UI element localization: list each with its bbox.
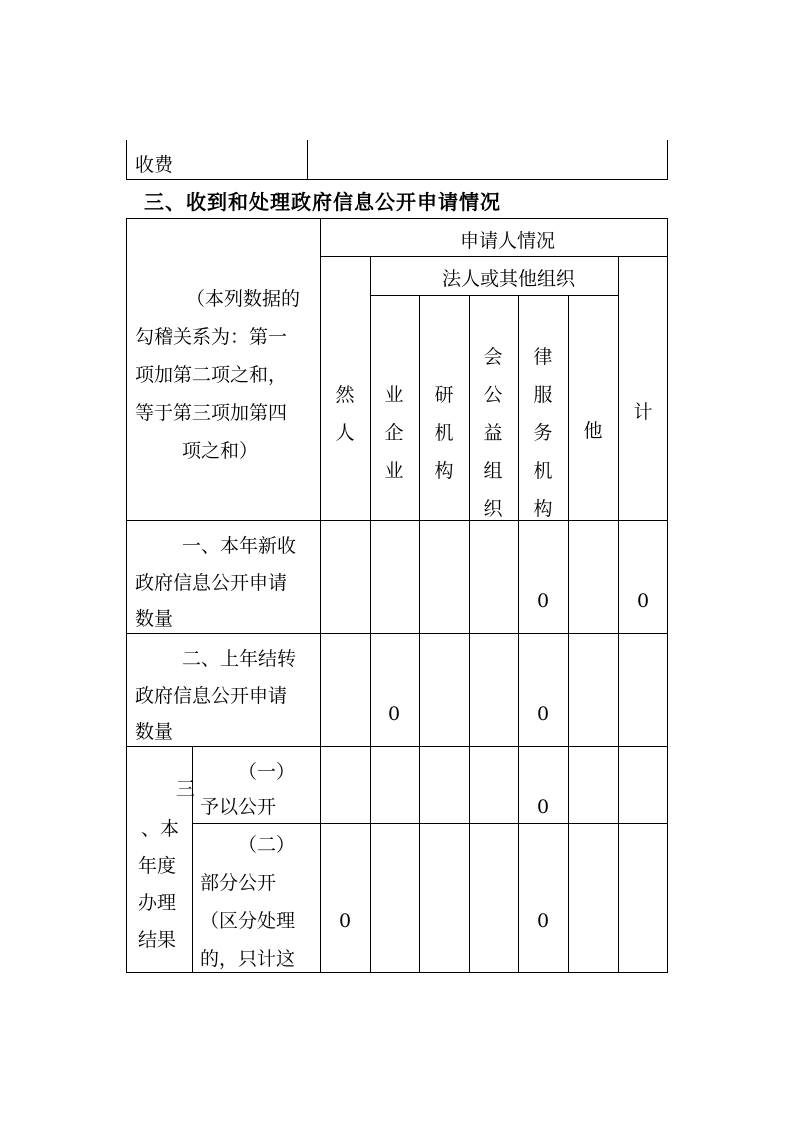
row-label: 政府信息公开申请 (135, 685, 288, 707)
row-label: （区分处理 (200, 910, 296, 932)
col-header-business: 业 企 业 (384, 384, 404, 482)
note-line: 勾稽关系为：第一 (135, 326, 288, 348)
col-header-legal-service: 律 服 务 机 构 (533, 346, 553, 520)
row-label: 数量 (135, 721, 174, 743)
cell-value: 0 (536, 590, 550, 612)
applicant-group-header: 申请人情况 (460, 230, 556, 252)
col-line (618, 256, 619, 973)
row-line (126, 520, 668, 521)
col-header-total: 计 (633, 401, 653, 423)
table-border-right (667, 218, 668, 973)
section-title: 三、收到和处理政府信息公开申请情况 (144, 190, 501, 214)
col-line (419, 295, 420, 973)
legal-group-header: 法人或其他组织 (442, 268, 576, 290)
group-label: 三 (176, 778, 196, 800)
row-label: 的，只计这 (200, 948, 296, 970)
cell-value: 0 (536, 910, 550, 932)
row-label: 部分公开 (200, 872, 277, 894)
row-label: 数量 (135, 608, 174, 630)
cell-value: 0 (636, 590, 650, 612)
row-label: （二） (238, 834, 296, 856)
col-line (370, 256, 371, 973)
note-line: 项加第二项之和， (135, 364, 288, 386)
row-label: 政府信息公开申请 (135, 572, 288, 594)
col-header-other: 他 (583, 420, 603, 442)
table-border-left (126, 218, 127, 973)
col-line (469, 295, 470, 973)
group-label: 、本 (141, 818, 180, 840)
note-line: 项之和） (182, 440, 259, 462)
col-header-social: 会 公 益 组 织 (483, 346, 503, 520)
col-header-natural: 然 人 (335, 384, 355, 444)
row-label: 一、本年新收 (182, 535, 297, 557)
cell-value: 0 (338, 910, 352, 932)
cell-value: 0 (536, 703, 550, 725)
note-line: （本列数据的 (186, 288, 301, 310)
fee-label: 收费 (135, 154, 174, 176)
col-line (518, 295, 519, 973)
cell-value: 0 (536, 796, 550, 818)
row-label: 二、上年结转 (182, 648, 297, 670)
row-line (126, 746, 668, 747)
cell-value: 0 (387, 703, 401, 725)
group-label: 结果 (138, 929, 177, 951)
row-line (126, 633, 668, 634)
col-line (568, 295, 569, 973)
note-line: 等于第三项加第四 (135, 402, 288, 424)
group-label: 年度 (138, 855, 177, 877)
col-line (320, 218, 321, 973)
row-label: （一） (238, 761, 296, 783)
table-border-top (126, 218, 668, 219)
col-header-research: 研 机 构 (434, 384, 454, 482)
group-label: 办理 (138, 892, 177, 914)
row-label: 予以公开 (200, 796, 277, 818)
